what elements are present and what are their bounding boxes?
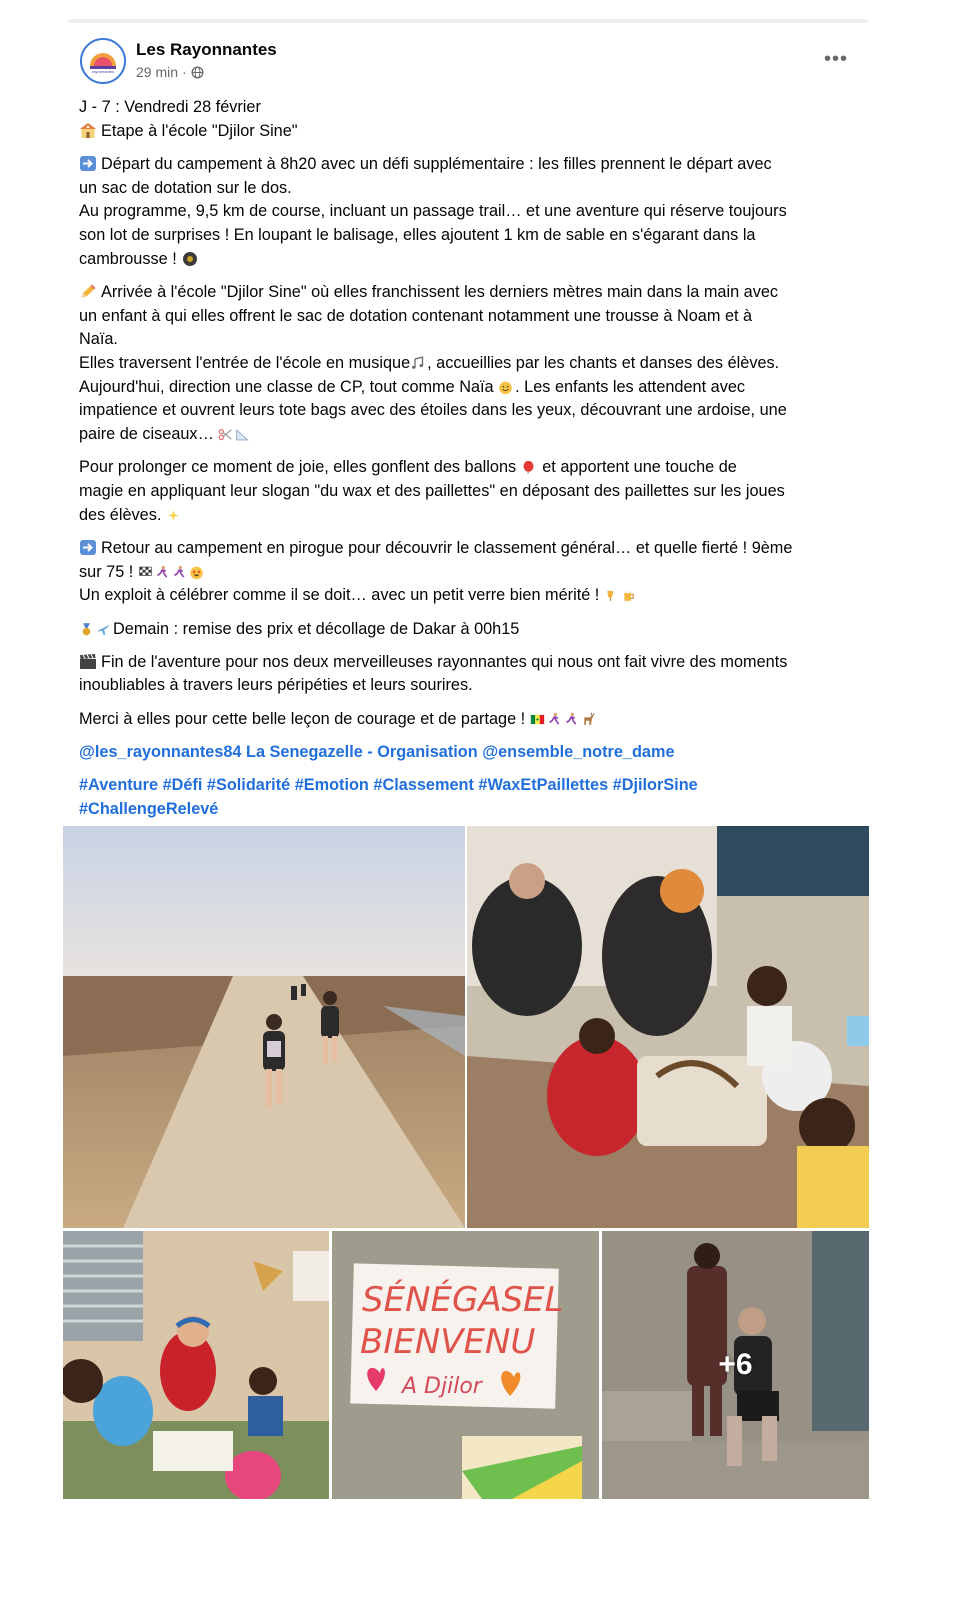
text-line: Aujourd'hui, direction une classe de CP, tout comme Naïa [79, 377, 494, 396]
checkered-flag-icon [138, 565, 153, 580]
text-line: Au programme, 9,5 km de course, incluant un passage trail… et une aventure qui réserve toujours [79, 202, 787, 221]
text-line: cambrousse ! [79, 249, 177, 268]
text-line: un enfant à qui elles offrent le sac de dotation contenant notamment une trousse à Noam et à [79, 306, 753, 325]
hashtag-link[interactable]: #Aventure [79, 776, 159, 795]
hashtag-link[interactable]: #WaxEtPaillettes [478, 776, 609, 795]
text-line: Naïa. [79, 330, 118, 349]
sign-line-1: SÉNÉGASEL [362, 1280, 564, 1320]
more-options-button[interactable]: ••• [823, 48, 848, 70]
paragraph-5 [79, 537, 861, 608]
text-line: . Les enfants les attendent avec [515, 377, 746, 396]
hashtag-link[interactable]: #Emotion [294, 776, 369, 795]
meta-separator: · [182, 64, 187, 80]
sparkles-icon [166, 508, 181, 523]
paragraph-3 [79, 281, 861, 447]
hashtag-link[interactable]: #Classement [373, 776, 474, 795]
text-line: son lot de surprises ! En loupant le balisage, elles ajoutent 1 km de sable en s'égarant dans la [79, 226, 756, 245]
text-line: magie en appliquant leur slogan "du wax et des paillettes" en déposant des paillettes sur les joues [79, 482, 785, 501]
runner-icon [564, 712, 579, 727]
hashtags-line [79, 774, 861, 821]
hashtag-link[interactable]: #Défi [162, 776, 203, 795]
medal-icon [79, 622, 94, 637]
beer-icon [621, 588, 636, 603]
text-line: Etape à l'école "Djilor Sine" [101, 121, 298, 140]
text-line: Fin de l'aventure pour nos deux merveilleuses rayonnantes qui nous ont fait vivre des moments [101, 652, 788, 671]
text-line: inoubliables à travers leurs péripéties et leurs sourires. [79, 676, 473, 695]
arrow-right-icon [79, 155, 97, 172]
photo-welcome-sign[interactable] [332, 1231, 599, 1499]
paragraph-4 [79, 456, 861, 527]
pencil-icon [79, 283, 97, 300]
paragraph-8 [79, 708, 861, 732]
text-line: Pour prolonger ce moment de joie, elles gonflent des ballons [79, 458, 517, 477]
hashtag-link[interactable]: #Solidarité [206, 776, 291, 795]
paragraph-2 [79, 153, 861, 272]
text-line: Arrivée à l'école "Djilor Sine" où elles franchissent les derniers mètres main dans la main avec [101, 282, 779, 301]
text-line: paire de ciseaux… [79, 425, 214, 444]
photo-classroom-balloons[interactable] [63, 1231, 329, 1499]
arrow-right-icon [79, 539, 97, 556]
text-line: Départ du campement à 8h20 avec un défi supplémentaire : les filles prennent le départ avec [101, 154, 772, 173]
paragraph-7 [79, 651, 861, 698]
photo-grid [63, 826, 869, 1499]
cheers-icon [604, 588, 619, 603]
music-icon [410, 356, 425, 371]
text-line: Merci à elles pour cette belle leçon de courage et de partage ! [79, 709, 526, 728]
hashtag-link[interactable]: #ChallengeRelevé [79, 799, 219, 818]
paragraph-6 [79, 618, 861, 642]
post-header [80, 38, 860, 88]
avatar[interactable] [80, 38, 126, 84]
school-icon [79, 122, 97, 139]
post-time[interactable]: 29 min [136, 64, 179, 80]
runner-icon [172, 565, 187, 580]
photo-classroom-bags[interactable] [467, 826, 869, 1228]
smile-icon [498, 380, 513, 395]
text-line: impatience et ouvrent leurs tote bags avec des étoiles dans les yeux, découvrant une ardoise, une [79, 401, 787, 420]
more-photos-overlay[interactable] [602, 1231, 869, 1499]
text-line: J - 7 : Vendredi 28 février [79, 98, 261, 116]
sign-line-3: A Djilor [402, 1374, 482, 1399]
post-body [79, 96, 861, 831]
deer-icon [581, 712, 596, 727]
mention-link[interactable]: @ensemble_notre_dame [482, 742, 675, 761]
compass-icon [181, 250, 199, 267]
balloon-icon [521, 460, 536, 475]
photo-more-button[interactable] [602, 1231, 869, 1499]
star-struck-icon [189, 565, 204, 580]
scissors-icon [218, 427, 233, 442]
mentions-line [79, 741, 861, 765]
paragraph-1 [79, 96, 861, 143]
film-icon [79, 653, 97, 670]
text-line: et apportent une touche de [537, 458, 737, 477]
runner-icon [155, 565, 170, 580]
post-meta [136, 64, 204, 80]
globe-icon [191, 66, 204, 79]
text-line: des élèves. [79, 505, 162, 524]
more-photos-count: +6 [718, 1348, 753, 1381]
top-divider [68, 19, 868, 23]
photo-runners-path[interactable] [63, 826, 465, 1228]
hashtag-link[interactable]: #DjilorSine [612, 776, 698, 795]
mention-link[interactable]: @les_rayonnantes84 [79, 742, 242, 761]
text-line: , accueillies par les chants et danses des élèves. [427, 354, 780, 373]
page-name[interactable]: Les Rayonnantes [136, 40, 277, 59]
ruler-icon [235, 427, 250, 442]
runner-icon [547, 712, 562, 727]
text-line: Elles traversent l'entrée de l'école en musique [79, 354, 411, 373]
text-line: Un exploit à célébrer comme il se doit… avec un petit verre bien mérité ! [79, 586, 600, 605]
text-line: sur 75 ! [79, 562, 134, 581]
airplane-icon [96, 622, 111, 637]
sign-line-2: BIENVENU [360, 1322, 536, 1362]
svg-text:rayonnantes: rayonnantes [91, 69, 115, 74]
text-line: un sac de dotation sur le dos. [79, 178, 292, 197]
mention-link[interactable]: La Senegazelle - Organisation [246, 742, 478, 761]
senegal-flag-icon [530, 712, 545, 727]
text-line: Retour au campement en pirogue pour découvrir le classement général… et quelle fierté ! 9ème [101, 538, 793, 557]
text-line: Demain : remise des prix et décollage de Dakar à 00h15 [113, 619, 520, 638]
